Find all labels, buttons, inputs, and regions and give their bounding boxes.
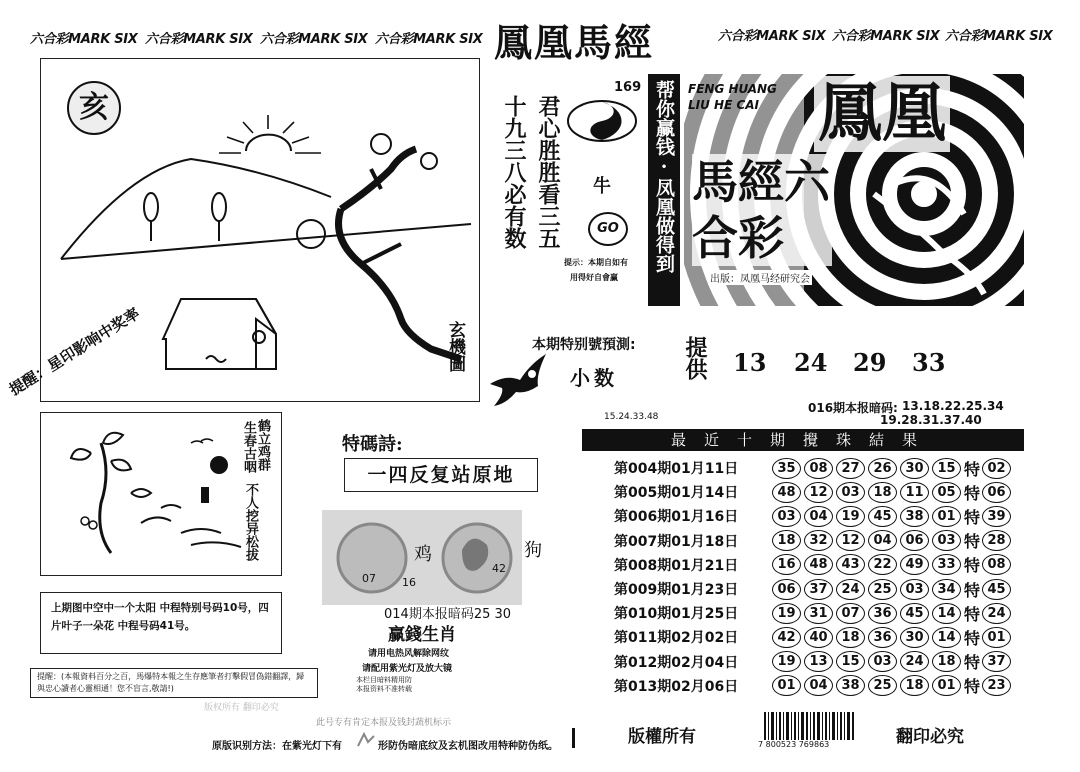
number-ball: 48 [804, 554, 833, 575]
number-ball: 40 [804, 627, 833, 648]
special-ball: 02 [982, 458, 1011, 479]
banner-sub-title: 馬經六合彩 [692, 155, 830, 265]
footnote-text: 上期图中空中一个太阳 中程特别号码10号，四片叶子一朵花 中程号码41号。 [51, 602, 269, 632]
special-label: 特 [964, 532, 981, 552]
number-ball: 18 [932, 651, 961, 672]
number-ball: 15 [836, 651, 865, 672]
number-ball: 24 [836, 579, 865, 600]
number-ball: 49 [900, 554, 929, 575]
result-row [614, 456, 1034, 480]
number-ball: 42 [772, 627, 801, 648]
win-zodiac-note: 请配用紫光灯及放大镜 [362, 664, 453, 674]
number-ball: 30 [900, 458, 929, 479]
result-row [614, 625, 1034, 649]
number-ball: 32 [804, 530, 833, 551]
prediction-label: 本期特别號預測: [532, 337, 636, 353]
number-ball: 18 [868, 482, 897, 503]
zodiac-picture [322, 510, 522, 605]
publisher: 出版：凤凰马经研究会 [708, 270, 812, 285]
no-reprint: 翻印必究 [896, 727, 964, 747]
notice-text: 提醒：(本報資料百分之百，馬爆特本報之生存應筆者打擊假冒偽錯翻譯，歸與忠心讀者心靈相通！您不盲言,敬請!) [37, 672, 305, 693]
result-row [614, 650, 1034, 674]
prediction-value: 小数 [570, 366, 618, 390]
phoenix-mark-icon [356, 732, 376, 748]
number-ball: 45 [900, 603, 929, 624]
draw-label: 第013期02月06日 [614, 678, 739, 695]
secret-014: 014期本报暗码25 30 [384, 607, 512, 622]
number-ball: 48 [772, 482, 801, 503]
result-row [614, 674, 1034, 698]
provide-label: 提供 [682, 336, 708, 380]
picture-caption: 玄機圖 [445, 321, 465, 372]
win-zodiac-note: 请用电热风解除网纹 [368, 649, 450, 659]
zodiac-badge: 亥 [67, 81, 121, 135]
notice-box [30, 668, 318, 698]
footnote-box [40, 592, 282, 654]
note-line: 用得好自會赢 [570, 273, 618, 282]
draw-label: 第006期01月16日 [614, 509, 739, 526]
riddle-poem: 不人挖异松拔 [243, 483, 258, 561]
issue-number: 169 [614, 80, 642, 95]
number-ball: 19 [772, 651, 801, 672]
number-ball: 08 [804, 458, 833, 479]
number-ball: 19 [836, 506, 865, 527]
number-ball: 03 [868, 651, 897, 672]
barcode-number: 7 800523 769863 [758, 740, 830, 749]
special-poem-label: 特碼詩: [342, 434, 403, 455]
win-zodiac-note: 本报资料不准转载 [356, 685, 412, 693]
faded-footer: 版权所有 翻印必究 [204, 703, 279, 713]
pinyin-line: FENG HUANG [688, 82, 777, 96]
result-row [614, 553, 1034, 577]
number-ball: 11 [900, 482, 929, 503]
special-label: 特 [964, 677, 981, 697]
footer-small: 此号专有肯定本报及钱封蔬机标示 [316, 718, 452, 728]
special-label: 特 [964, 604, 981, 624]
yin-yang-icon [566, 98, 638, 144]
number-ball: 37 [804, 579, 833, 600]
number-ball: 03 [932, 530, 961, 551]
results-header: 最近十期攪珠結果 [582, 429, 1024, 451]
special-ball: 23 [982, 675, 1011, 696]
small-code: 15.24.33.48 [604, 412, 659, 422]
zodiac-num: 07 [362, 572, 376, 585]
draw-label: 第007期01月18日 [614, 533, 739, 550]
number-ball: 14 [932, 603, 961, 624]
mark-six-label: 六合彩MARK SIX [718, 29, 826, 44]
number-ball: 45 [868, 506, 897, 527]
special-label: 特 [964, 507, 981, 527]
win-zodiac-title: 赢錢生肖 [388, 625, 456, 645]
divider [572, 728, 575, 748]
number-ball: 35 [772, 458, 801, 479]
mark-six-label: 六合彩MARK SIX [145, 32, 253, 47]
number-ball: 12 [836, 530, 865, 551]
draw-label: 第008期01月21日 [614, 557, 739, 574]
special-label: 特 [964, 483, 981, 503]
number-ball: 06 [900, 530, 929, 551]
number-ball: 22 [868, 554, 897, 575]
number-ball: 43 [836, 554, 865, 575]
riddle-poem: 生春古咽 [241, 421, 256, 473]
copyright: 版權所有 [628, 727, 696, 747]
zodiac-num: 42 [492, 562, 506, 575]
poem-column: 十九三八必有数 [501, 95, 527, 249]
special-poem-text: 一四反复站原地 [344, 458, 538, 492]
poem-column: 君心胜胜看三五 [535, 95, 561, 249]
secret-code-label: 016期本报暗码: [808, 401, 898, 415]
draw-label: 第012期02月04日 [614, 654, 739, 671]
secret-code-line: 19.28.31.37.40 [880, 413, 982, 427]
mark-six-label: 六合彩MARK SIX [375, 32, 483, 47]
zodiac-ox: 牛 [593, 176, 611, 197]
number-ball: 04 [804, 506, 833, 527]
slogan-text: 帮你赢钱·凤凰做得到 [653, 80, 675, 273]
provided-number: 29 [853, 348, 887, 377]
number-ball: 38 [900, 506, 929, 527]
number-ball: 18 [900, 675, 929, 696]
draw-label: 第011期02月02日 [614, 630, 739, 647]
reminder-watermark: 提醒：星印影响中奖率 [6, 304, 143, 399]
number-ball: 07 [836, 603, 865, 624]
mark-six-label: 六合彩MARK SIX [260, 32, 368, 47]
number-ball: 03 [836, 482, 865, 503]
number-ball: 25 [868, 675, 897, 696]
number-ball: 03 [772, 506, 801, 527]
number-ball: 31 [804, 603, 833, 624]
special-ball: 08 [982, 554, 1011, 575]
pinyin-line: LIU HE CAI [688, 98, 760, 112]
special-label: 特 [964, 556, 981, 576]
special-label: 特 [964, 459, 981, 479]
result-row [614, 480, 1034, 504]
special-label: 特 [964, 653, 981, 673]
number-ball: 14 [932, 627, 961, 648]
zodiac-dog: 狗 [524, 540, 542, 561]
number-ball: 01 [932, 675, 961, 696]
special-ball: 24 [982, 603, 1011, 624]
slogan-bar [648, 74, 680, 306]
number-ball: 26 [868, 458, 897, 479]
number-ball: 24 [900, 651, 929, 672]
provided-number: 13 [733, 348, 767, 377]
number-ball: 13 [804, 651, 833, 672]
provided-number: 24 [794, 348, 828, 377]
result-row [614, 504, 1034, 528]
special-label: 特 [964, 580, 981, 600]
number-ball: 18 [836, 627, 865, 648]
draw-label: 第010期01月25日 [614, 606, 739, 623]
zodiac-rooster: 鸡 [414, 544, 432, 565]
special-ball: 28 [982, 530, 1011, 551]
mark-six-label: 六合彩MARK SIX [945, 29, 1053, 44]
special-label: 特 [964, 628, 981, 648]
number-ball: 25 [868, 579, 897, 600]
result-row [614, 601, 1034, 625]
riddle-poem: 鹤立鸡群 [255, 419, 270, 471]
win-zodiac-note: 本栏目暗料精用防 [356, 676, 412, 684]
number-ball: 19 [772, 603, 801, 624]
number-ball: 33 [932, 554, 961, 575]
special-ball: 01 [982, 627, 1011, 648]
number-ball: 27 [836, 458, 865, 479]
page-title: 鳳凰馬經 [494, 20, 655, 65]
riddle-panel [40, 412, 282, 576]
special-ball: 06 [982, 482, 1011, 503]
number-ball: 16 [772, 554, 801, 575]
number-ball: 04 [868, 530, 897, 551]
result-row [614, 577, 1034, 601]
special-ball: 45 [982, 579, 1011, 600]
number-ball: 03 [900, 579, 929, 600]
draw-label: 第004期01月11日 [614, 461, 739, 478]
number-ball: 36 [868, 627, 897, 648]
number-ball: 34 [932, 579, 961, 600]
number-ball: 01 [932, 506, 961, 527]
number-ball: 06 [772, 579, 801, 600]
secret-code-line: 13.18.22.25.34 [902, 399, 1004, 413]
puzzle-picture-panel [40, 58, 480, 402]
mark-six-label: 六合彩MARK SIX [832, 29, 940, 44]
provided-number: 33 [912, 348, 946, 377]
note-line: 提示：本期自如有 [564, 258, 628, 267]
special-ball: 37 [982, 651, 1011, 672]
number-ball: 01 [772, 675, 801, 696]
results-table [614, 456, 1034, 698]
draw-label: 第009期01月23日 [614, 582, 739, 599]
number-ball: 04 [804, 675, 833, 696]
banner-big-title: 鳳凰 [814, 76, 950, 152]
draw-label: 第005期01月14日 [614, 485, 739, 502]
result-row [614, 529, 1034, 553]
verify-method: 原版识别方法：在紫光灯下有 [212, 741, 342, 752]
zodiac-num: 16 [402, 576, 416, 589]
number-ball: 30 [900, 627, 929, 648]
number-ball: 12 [804, 482, 833, 503]
special-ball: 39 [982, 506, 1011, 527]
mark-six-label: 六合彩MARK SIX [30, 32, 138, 47]
number-ball: 05 [932, 482, 961, 503]
phoenix-banner [684, 74, 1024, 306]
verify-method-tail: 形防伪暗底纹及玄机图改用特种防伪纸。 [378, 741, 558, 752]
number-ball: 18 [772, 530, 801, 551]
number-ball: 38 [836, 675, 865, 696]
go-badge: GO [588, 212, 628, 246]
number-ball: 15 [932, 458, 961, 479]
number-ball: 36 [868, 603, 897, 624]
